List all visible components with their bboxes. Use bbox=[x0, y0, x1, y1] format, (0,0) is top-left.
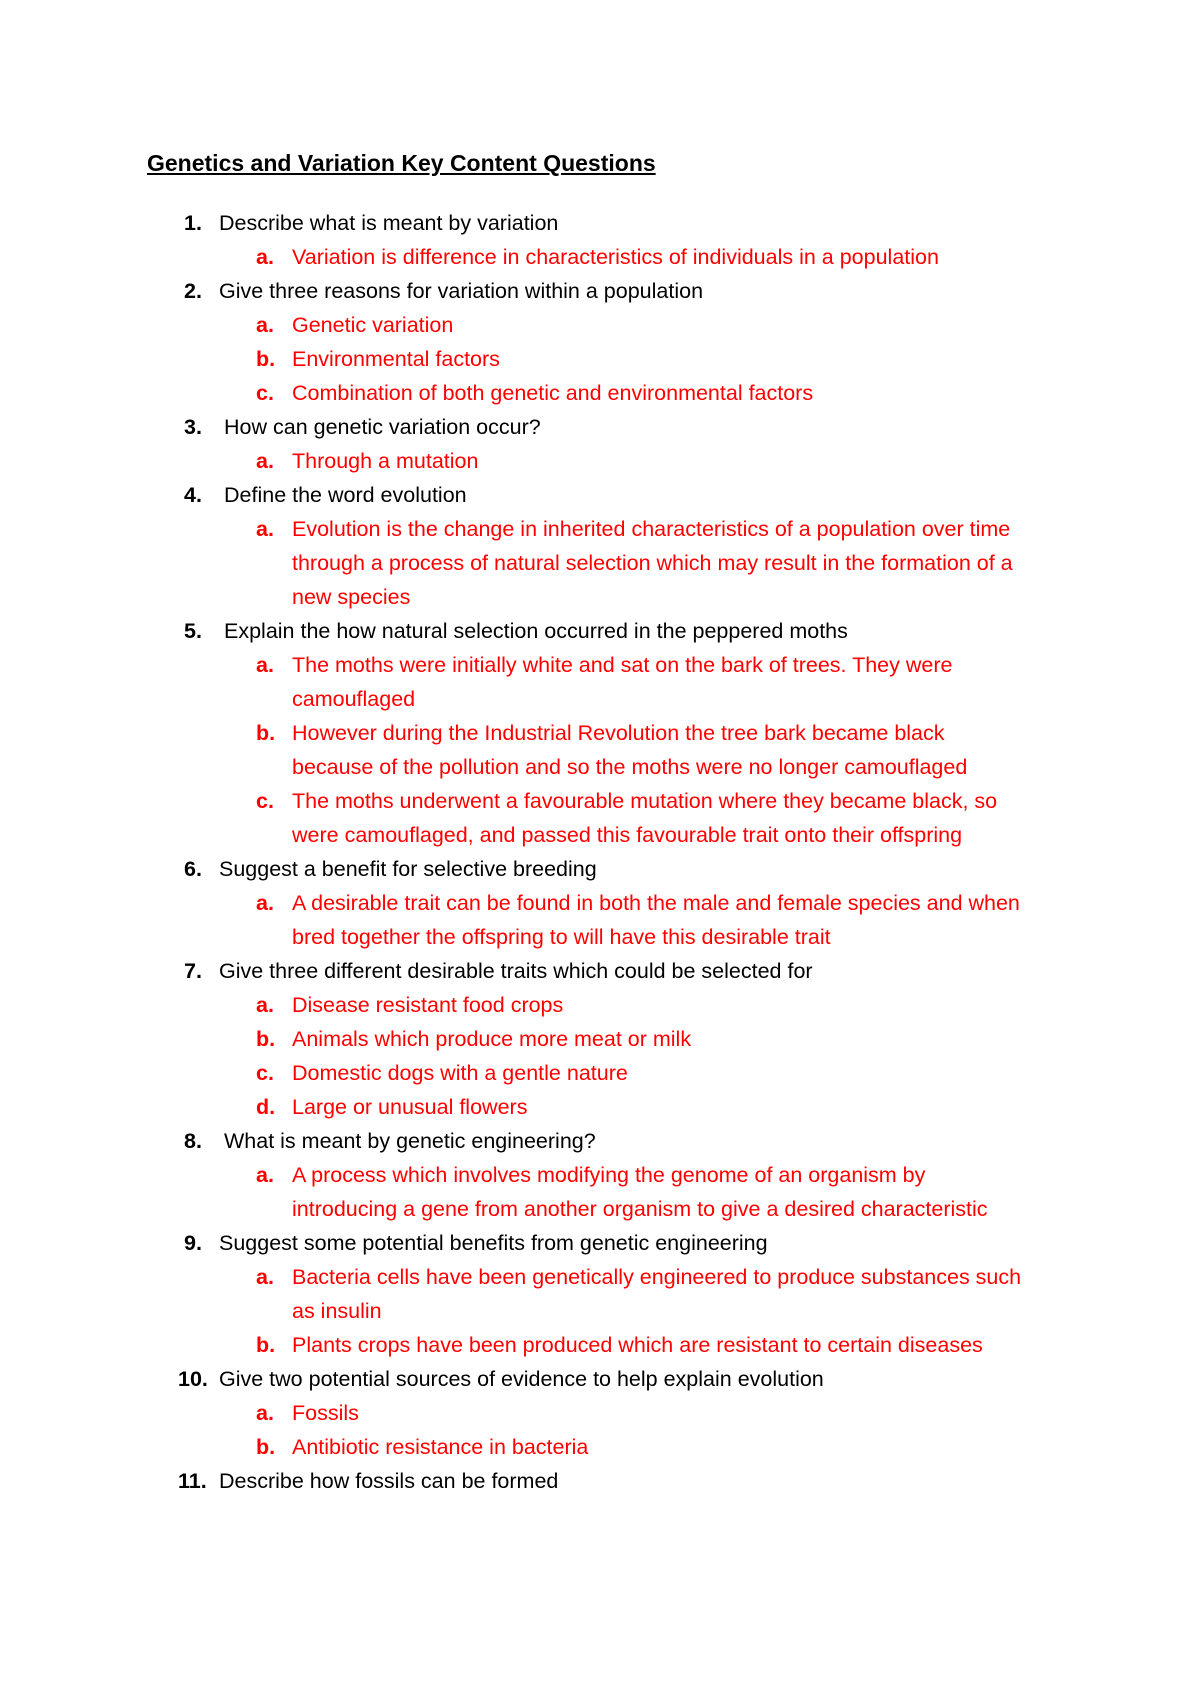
question-text: What is meant by genetic engineering? bbox=[224, 1129, 596, 1153]
question-list bbox=[0, 206, 1200, 1498]
question-number: 4. bbox=[184, 483, 202, 507]
answer-letter: c. bbox=[256, 381, 274, 405]
question-row bbox=[0, 852, 1200, 886]
answer-row bbox=[0, 546, 1200, 580]
answer-letter: b. bbox=[256, 1333, 276, 1357]
question-number: 10. bbox=[178, 1367, 208, 1391]
answer-text: The moths underwent a favourable mutation where they became black, so bbox=[292, 789, 998, 813]
answer-letter: c. bbox=[256, 789, 274, 813]
answer-row bbox=[0, 342, 1200, 376]
answer-letter: a. bbox=[256, 1265, 274, 1289]
question-number: 2. bbox=[184, 279, 202, 303]
answer-letter: a. bbox=[256, 449, 274, 473]
answer-text: bred together the offspring to will have this desirable trait bbox=[292, 925, 831, 949]
answer-row bbox=[0, 1090, 1200, 1124]
answer-letter: a. bbox=[256, 653, 274, 677]
answer-letter: a. bbox=[256, 245, 274, 269]
question-text: How can genetic variation occur? bbox=[224, 415, 541, 439]
answer-row bbox=[0, 716, 1200, 750]
answer-text: Environmental factors bbox=[292, 347, 500, 371]
question-row bbox=[0, 1464, 1200, 1498]
answer-letter: a. bbox=[256, 993, 274, 1017]
answer-row bbox=[0, 512, 1200, 546]
answer-row bbox=[0, 886, 1200, 920]
answer-letter: a. bbox=[256, 1163, 274, 1187]
answer-text: Through a mutation bbox=[292, 449, 479, 473]
answer-row bbox=[0, 818, 1200, 852]
question-text: Give three reasons for variation within a population bbox=[219, 279, 704, 303]
answer-row bbox=[0, 920, 1200, 954]
document-title: Genetics and Variation Key Content Questions bbox=[147, 150, 656, 176]
question-row bbox=[0, 1362, 1200, 1396]
answer-row bbox=[0, 784, 1200, 818]
answer-text: Large or unusual flowers bbox=[292, 1095, 528, 1119]
answer-row bbox=[0, 648, 1200, 682]
answer-row bbox=[0, 1260, 1200, 1294]
answer-letter: b. bbox=[256, 1435, 276, 1459]
question-text: Give three different desirable traits which could be selected for bbox=[219, 959, 813, 983]
answer-row bbox=[0, 988, 1200, 1022]
answer-text: new species bbox=[292, 585, 411, 609]
question-number: 6. bbox=[184, 857, 202, 881]
answer-text: Antibiotic resistance in bacteria bbox=[292, 1435, 589, 1459]
answer-row bbox=[0, 1396, 1200, 1430]
answer-text: A desirable trait can be found in both the male and female species and when bbox=[292, 891, 1020, 915]
answer-letter: c. bbox=[256, 1061, 274, 1085]
answer-row bbox=[0, 1158, 1200, 1192]
answer-text: Plants crops have been produced which are resistant to certain diseases bbox=[292, 1333, 983, 1357]
question-row bbox=[0, 206, 1200, 240]
answer-text: through a process of natural selection which may result in the formation of a bbox=[292, 551, 1013, 575]
question-text: Define the word evolution bbox=[224, 483, 467, 507]
answer-letter: d. bbox=[256, 1095, 276, 1119]
question-row bbox=[0, 614, 1200, 648]
answer-text: Domestic dogs with a gentle nature bbox=[292, 1061, 628, 1085]
answer-row bbox=[0, 308, 1200, 342]
answer-row bbox=[0, 444, 1200, 478]
answer-text: Fossils bbox=[292, 1401, 359, 1425]
question-text: Give two potential sources of evidence to help explain evolution bbox=[219, 1367, 824, 1391]
answer-letter: a. bbox=[256, 313, 274, 337]
answer-text: Genetic variation bbox=[292, 313, 454, 337]
answer-text: Bacteria cells have been genetically engineered to produce substances such bbox=[292, 1265, 1022, 1289]
question-row bbox=[0, 274, 1200, 308]
question-row bbox=[0, 1226, 1200, 1260]
answer-text: However during the Industrial Revolution the tree bark became black bbox=[292, 721, 945, 745]
answer-text: The moths were initially white and sat on the bark of trees. They were bbox=[292, 653, 953, 677]
question-row bbox=[0, 954, 1200, 988]
answer-row bbox=[0, 240, 1200, 274]
answer-text: Animals which produce more meat or milk bbox=[292, 1027, 692, 1051]
answer-text: because of the pollution and so the moths were no longer camouflaged bbox=[292, 755, 968, 779]
answer-letter: b. bbox=[256, 347, 276, 371]
answer-text: introducing a gene from another organism to give a desired characteristic bbox=[292, 1197, 988, 1221]
answer-row bbox=[0, 376, 1200, 410]
question-number: 5. bbox=[184, 619, 202, 643]
answer-letter: b. bbox=[256, 1027, 276, 1051]
answer-text: Combination of both genetic and environmental factors bbox=[292, 381, 814, 405]
question-text: Suggest a benefit for selective breeding bbox=[219, 857, 597, 881]
answer-text: Evolution is the change in inherited characteristics of a population over time bbox=[292, 517, 1011, 541]
answer-letter: a. bbox=[256, 1401, 274, 1425]
answer-letter: b. bbox=[256, 721, 276, 745]
answer-text: camouflaged bbox=[292, 687, 416, 711]
answer-text: were camouflaged, and passed this favourable trait onto their offspring bbox=[292, 823, 963, 847]
answer-row bbox=[0, 1022, 1200, 1056]
answer-row bbox=[0, 1192, 1200, 1226]
question-row bbox=[0, 478, 1200, 512]
answer-row bbox=[0, 580, 1200, 614]
question-number: 1. bbox=[184, 211, 202, 235]
answer-letter: a. bbox=[256, 891, 274, 915]
question-text: Explain the how natural selection occurred in the peppered moths bbox=[224, 619, 848, 643]
answer-letter: a. bbox=[256, 517, 274, 541]
question-row bbox=[0, 410, 1200, 444]
answer-row bbox=[0, 1294, 1200, 1328]
question-number: 9. bbox=[184, 1231, 202, 1255]
answer-text: Variation is difference in characteristics of individuals in a population bbox=[292, 245, 939, 269]
question-number: 7. bbox=[184, 959, 202, 983]
question-text: Describe what is meant by variation bbox=[219, 211, 559, 235]
answer-row bbox=[0, 1328, 1200, 1362]
answer-row bbox=[0, 750, 1200, 784]
question-row bbox=[0, 1124, 1200, 1158]
answer-text: Disease resistant food crops bbox=[292, 993, 564, 1017]
question-number: 3. bbox=[184, 415, 202, 439]
answer-row bbox=[0, 1430, 1200, 1464]
question-text: Suggest some potential benefits from genetic engineering bbox=[219, 1231, 768, 1255]
answer-text: A process which involves modifying the genome of an organism by bbox=[292, 1163, 926, 1187]
answer-row bbox=[0, 682, 1200, 716]
answer-text: as insulin bbox=[292, 1299, 382, 1323]
question-number: 8. bbox=[184, 1129, 202, 1153]
question-number: 11. bbox=[178, 1469, 207, 1493]
answer-row bbox=[0, 1056, 1200, 1090]
question-text: Describe how fossils can be formed bbox=[219, 1469, 559, 1493]
